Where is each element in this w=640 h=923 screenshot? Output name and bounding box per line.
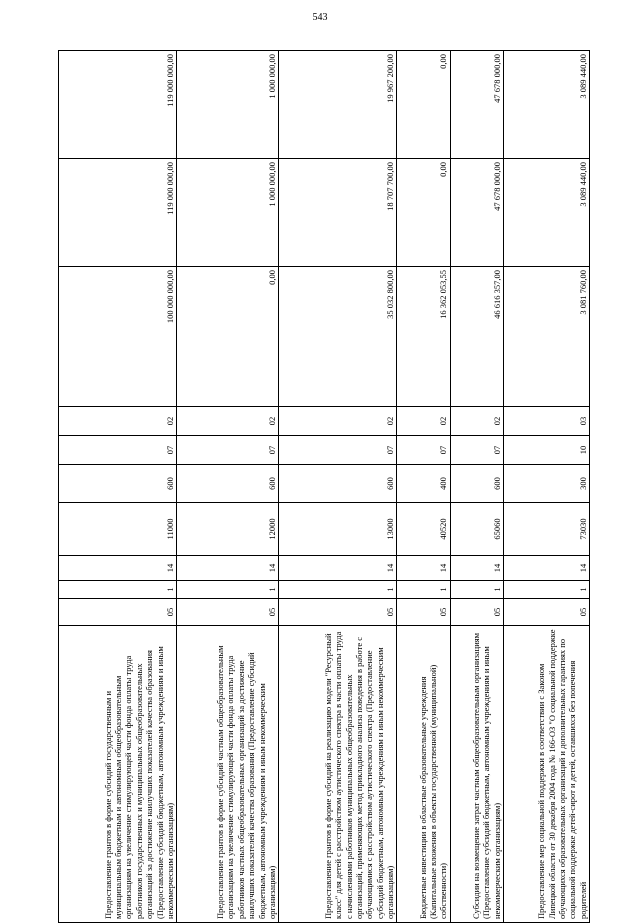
amount-year-3: 19 967 200,00: [279, 51, 397, 159]
code-program: 05: [177, 599, 279, 626]
amount-year-2: 1 000 000,00: [177, 159, 279, 267]
code-subsection: 03: [504, 407, 590, 436]
code-main-event: 14: [450, 556, 503, 581]
code-subsection: 02: [279, 407, 397, 436]
code-program: 05: [450, 599, 503, 626]
amount-year-1: 0,00: [177, 267, 279, 407]
code-main-event: 14: [397, 556, 450, 581]
amount-year-1: 46 616 357,00: [450, 267, 503, 407]
row-description: Предоставление грантов в форме субсидий государственным и муниципальным бюджетным и автономным общеобразовательным организациям на увеличение стимулирующей части фонда оплаты труда работников государственных и муниципальных общеобразовательных организаций за достижение наилучших показателей качества образования (Предоставление субсидий бюджетным, автономным учреждениям и иным некоммерческим организациям): [59, 626, 177, 923]
amount-year-2: 3 089 440,00: [504, 159, 590, 267]
code-main-event: 14: [504, 556, 590, 581]
code-subprogram: 1: [504, 581, 590, 599]
code-section: 07: [397, 436, 450, 465]
row-description: Бюджетные инвестиции в областные образовательные учреждения (Капитальные вложения в объекты государственной (муниципальной) собственности): [397, 626, 450, 923]
row-description: Субсидии на возмещение затрат частным общеобразовательным организациям (Предоставление субсидий бюджетным, автономным учреждениям и иным некоммерческим организациям): [450, 626, 503, 923]
amount-year-3: 0,00: [397, 51, 450, 159]
row-description: Предоставление мер социальной поддержки в соответствии с Законом Липецкой области от 30 декабря 2004 года № 166-ОЗ "О социальной поддержке обучающихся образовательных организаций и дополнительных гарантиях по социальной поддержке детей-сирот и детей, оставшихся без попечения родителей: [504, 626, 590, 923]
row-description: Предоставление грантов в форме субсидий частным общеобразовательным организациям на увеличение стимулирующей части фонда оплаты труда работников частных общеобразовательных организаций за достижение наилучших показателей качества образования (Предоставление субсидий бюджетным, автономным учреждениям и иным некоммерческим организациям): [177, 626, 279, 923]
code-section: 07: [450, 436, 503, 465]
table-row: [397, 51, 450, 923]
code-direction: 12000: [177, 503, 279, 556]
page-number: 543: [312, 12, 328, 23]
amount-year-1: 100 000 000,00: [59, 267, 177, 407]
code-subprogram: 1: [59, 581, 177, 599]
code-expense-type: 600: [59, 465, 177, 503]
code-section: 07: [177, 436, 279, 465]
code-expense-type: 600: [279, 465, 397, 503]
rotated-table-sheet: [58, 51, 590, 923]
code-subprogram: 1: [279, 581, 397, 599]
code-section: 10: [504, 436, 590, 465]
code-expense-type: 300: [504, 465, 590, 503]
code-program: 05: [279, 599, 397, 626]
code-main-event: 14: [177, 556, 279, 581]
amount-year-3: 3 089 440,00: [504, 51, 590, 159]
code-expense-type: 600: [450, 465, 503, 503]
code-subsection: 02: [177, 407, 279, 436]
amount-year-3: 47 678 000,00: [450, 51, 503, 159]
code-subsection: 02: [397, 407, 450, 436]
table-row: [504, 51, 590, 923]
amount-year-3: 119 000 000,00: [59, 51, 177, 159]
table-row: [450, 51, 503, 923]
table-row: [177, 51, 279, 923]
budget-table: [58, 50, 590, 923]
row-description: Предоставление грантов в форме субсидий на реализацию модели "Ресурсный класс" для детей с расстройством аутистического спектра в части оплаты труда с начислениями работников муниципальных общеобразовательных организаций, применяющих метод прикладного анализа поведения в работе с обучающимися с расстройством аутистического спектра (Предоставление субсидий бюджетным, автономным учреждениям и иным некоммерческим организациям): [279, 626, 397, 923]
code-main-event: 14: [279, 556, 397, 581]
amount-year-2: 0,00: [397, 159, 450, 267]
table-row: [279, 51, 397, 923]
code-expense-type: 400: [397, 465, 450, 503]
amount-year-2: 119 000 000,00: [59, 159, 177, 267]
code-direction: 11000: [59, 503, 177, 556]
code-program: 05: [397, 599, 450, 626]
code-subprogram: 1: [177, 581, 279, 599]
table-row: [59, 51, 177, 923]
code-subsection: 02: [59, 407, 177, 436]
amount-year-3: 1 000 000,00: [177, 51, 279, 159]
code-direction: 73030: [504, 503, 590, 556]
code-expense-type: 600: [177, 465, 279, 503]
code-direction: 13000: [279, 503, 397, 556]
code-program: 05: [59, 599, 177, 626]
amount-year-2: 18 707 700,00: [279, 159, 397, 267]
code-direction: 65060: [450, 503, 503, 556]
code-subprogram: 1: [450, 581, 503, 599]
code-direction: 40520: [397, 503, 450, 556]
amount-year-1: 3 081 760,00: [504, 267, 590, 407]
code-subsection: 02: [450, 407, 503, 436]
code-main-event: 14: [59, 556, 177, 581]
code-program: 05: [504, 599, 590, 626]
code-section: 07: [279, 436, 397, 465]
code-subprogram: 1: [397, 581, 450, 599]
amount-year-2: 47 678 000,00: [450, 159, 503, 267]
amount-year-1: 35 032 800,00: [279, 267, 397, 407]
code-section: 07: [59, 436, 177, 465]
amount-year-1: 16 362 053,55: [397, 267, 450, 407]
